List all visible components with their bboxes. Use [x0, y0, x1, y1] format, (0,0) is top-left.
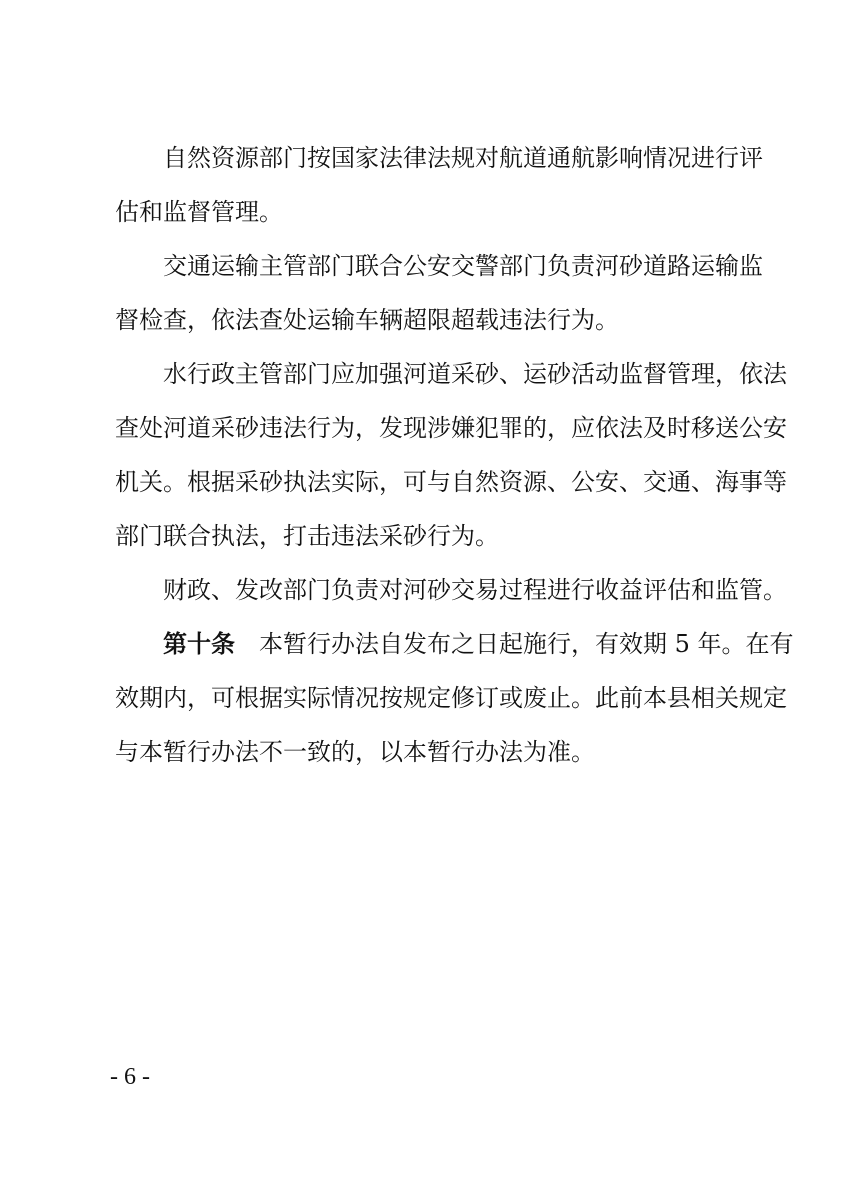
paragraph-line: 自然资源部门按国家法律法规对航道通航影响情况进行评	[163, 144, 763, 172]
paragraph-line: 水行政主管部门应加强河道采砂、运砂活动监督管理，依法	[163, 360, 787, 388]
paragraph-line: 效期内，可根据实际情况按规定修订或废止。此前本县相关规定	[115, 684, 787, 712]
article-heading: 第十条	[163, 629, 235, 658]
page-number: - 6 -	[110, 1064, 150, 1090]
paragraph-line: 财政、发改部门负责对河砂交易过程进行收益评估和监管。	[163, 576, 787, 604]
paragraph-line: 与本暂行办法不一致的，以本暂行办法为准。	[115, 738, 595, 766]
paragraph-line: 交通运输主管部门联合公安交警部门负责河砂道路运输监	[163, 252, 763, 280]
article-text: 本暂行办法自发布之日起施行，有效期 5 年。在有	[259, 630, 794, 658]
paragraph-line: 督检查，依法查处运输车辆超限超载违法行为。	[115, 306, 619, 334]
paragraph-line: 机关。根据采砂执法实际，可与自然资源、公安、交通、海事等	[115, 468, 787, 496]
paragraph-line: 估和监督管理。	[115, 198, 283, 226]
article-line	[163, 628, 794, 660]
paragraph-line: 部门联合执法，打击违法采砂行为。	[115, 522, 499, 550]
paragraph-line: 查处河道采砂违法行为，发现涉嫌犯罪的，应依法及时移送公安	[115, 414, 787, 442]
